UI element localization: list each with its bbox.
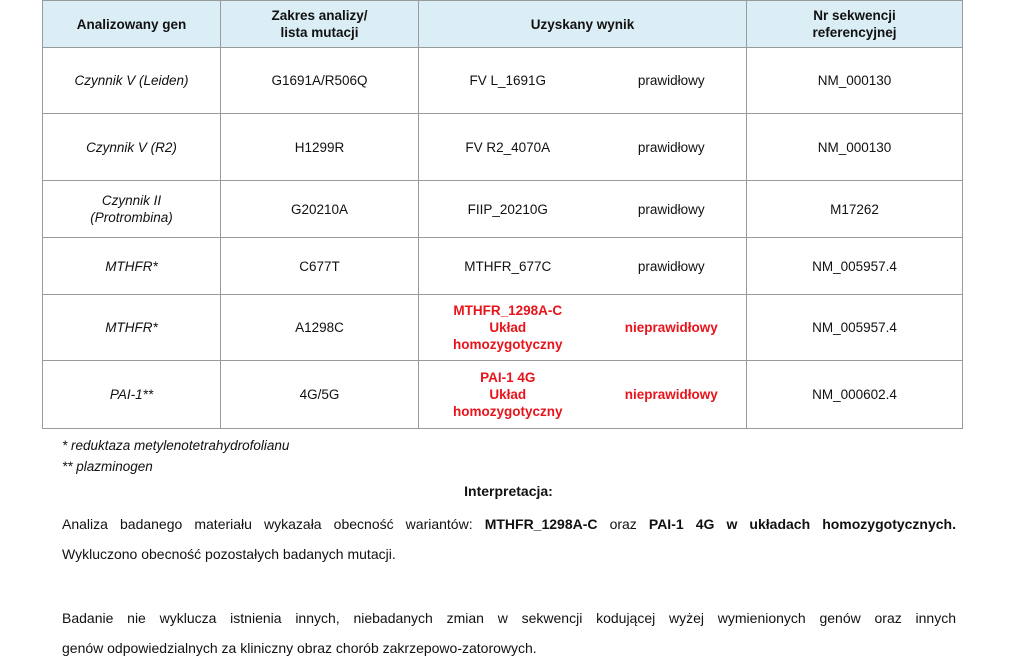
- gene-line: (Protrombina): [90, 210, 173, 225]
- table-row: [43, 295, 963, 361]
- cell-result: [419, 114, 597, 181]
- cell-status: prawidłowy: [597, 114, 747, 181]
- cell-gene: [43, 181, 221, 238]
- header-ref-line: Nr sekwencji: [813, 8, 896, 23]
- cell-status: prawidłowy: [597, 48, 747, 114]
- header-range-line: Zakres analizy/: [271, 8, 368, 23]
- header-ref: [747, 1, 963, 48]
- cell-status: nieprawidłowy: [597, 295, 747, 361]
- gene-line: PAI-1**: [109, 387, 154, 402]
- cell-gene: [43, 48, 221, 114]
- results-table: [42, 0, 963, 429]
- cell-ref: NM_005957.4: [747, 295, 963, 361]
- interpretation-title: Interpretacja:: [464, 483, 553, 499]
- table-row: [43, 114, 963, 181]
- result-line: MTHFR_1298A-C: [453, 303, 563, 318]
- interpretation-line-1: [62, 515, 956, 533]
- cell-result: [419, 295, 597, 361]
- header-range-line: lista mutacji: [280, 25, 359, 40]
- cell-gene: [43, 114, 221, 181]
- cell-range: A1298C: [221, 295, 419, 361]
- cell-result: [419, 361, 597, 429]
- table-header-row: [43, 1, 963, 48]
- header-ref-line: referencyjnej: [812, 25, 897, 40]
- cell-result: [419, 238, 597, 295]
- table-row: [43, 361, 963, 429]
- cell-gene: [43, 361, 221, 429]
- cell-gene: [43, 238, 221, 295]
- result-line: FV L_1691G: [469, 73, 547, 88]
- disclaimer-line-2: genów odpowiedzialnych za kliniczny obraz chorób zakrzepowo-zatorowych.: [62, 640, 537, 656]
- cell-ref: NM_005957.4: [747, 238, 963, 295]
- cell-range: C677T: [221, 238, 419, 295]
- table-row: [43, 48, 963, 114]
- result-line: homozygotyczny: [452, 404, 563, 419]
- cell-range: G20210A: [221, 181, 419, 238]
- cell-range: 4G/5G: [221, 361, 419, 429]
- interpretation-line-2: Wykluczono obecność pozostałych badanych mutacji.: [62, 546, 396, 562]
- result-line: FV R2_4070A: [465, 139, 551, 155]
- interp-text-a: Analiza badanego materiału wykazała obecność wariantów:: [62, 516, 485, 532]
- cell-gene: [43, 295, 221, 361]
- cell-status: prawidłowy: [597, 238, 747, 295]
- gene-line: Czynnik II: [101, 193, 162, 208]
- result-line: MTHFR_677C: [464, 258, 552, 274]
- gene-line: Czynnik V (Leiden): [74, 73, 189, 88]
- gene-line: MTHFR*: [105, 258, 158, 274]
- cell-ref: NM_000602.4: [747, 361, 963, 429]
- table-row: [43, 181, 963, 238]
- cell-status: prawidłowy: [597, 181, 747, 238]
- header-range: [221, 1, 419, 48]
- header-gene: Analizowany gen: [43, 1, 221, 48]
- interp-variant-mthfr: MTHFR_1298A-C: [484, 516, 598, 532]
- table-row: [43, 238, 963, 295]
- result-line: homozygotyczny: [452, 337, 563, 352]
- result-line: Układ: [489, 387, 527, 402]
- header-result: Uzyskany wynik: [419, 1, 747, 48]
- footnote-mthfr: * reduktaza metylenotetrahydrofolianu: [62, 438, 290, 453]
- cell-ref: NM_000130: [747, 114, 963, 181]
- result-line: PAI-1 4G: [480, 370, 536, 385]
- gene-line: Czynnik V (R2): [86, 139, 177, 155]
- cell-result: [419, 48, 597, 114]
- cell-ref: NM_000130: [747, 48, 963, 114]
- cell-range: H1299R: [221, 114, 419, 181]
- cell-ref: M17262: [747, 181, 963, 238]
- gene-line: MTHFR*: [105, 320, 158, 335]
- result-line: FIIP_20210G: [467, 201, 548, 217]
- cell-result: [419, 181, 597, 238]
- cell-range: G1691A/R506Q: [221, 48, 419, 114]
- disclaimer-line-1: Badanie nie wyklucza istnienia innych, niebadanych zmian w sekwencji kodującej wyżej wymienionych genów oraz innych: [62, 610, 956, 626]
- cell-status: nieprawidłowy: [597, 361, 747, 429]
- footnote-pai: ** plazminogen: [62, 459, 153, 474]
- interp-text-c: oraz: [597, 516, 649, 532]
- result-line: Układ: [489, 320, 527, 335]
- interp-variant-pai: PAI-1 4G w układach homozygotycznych.: [648, 516, 956, 532]
